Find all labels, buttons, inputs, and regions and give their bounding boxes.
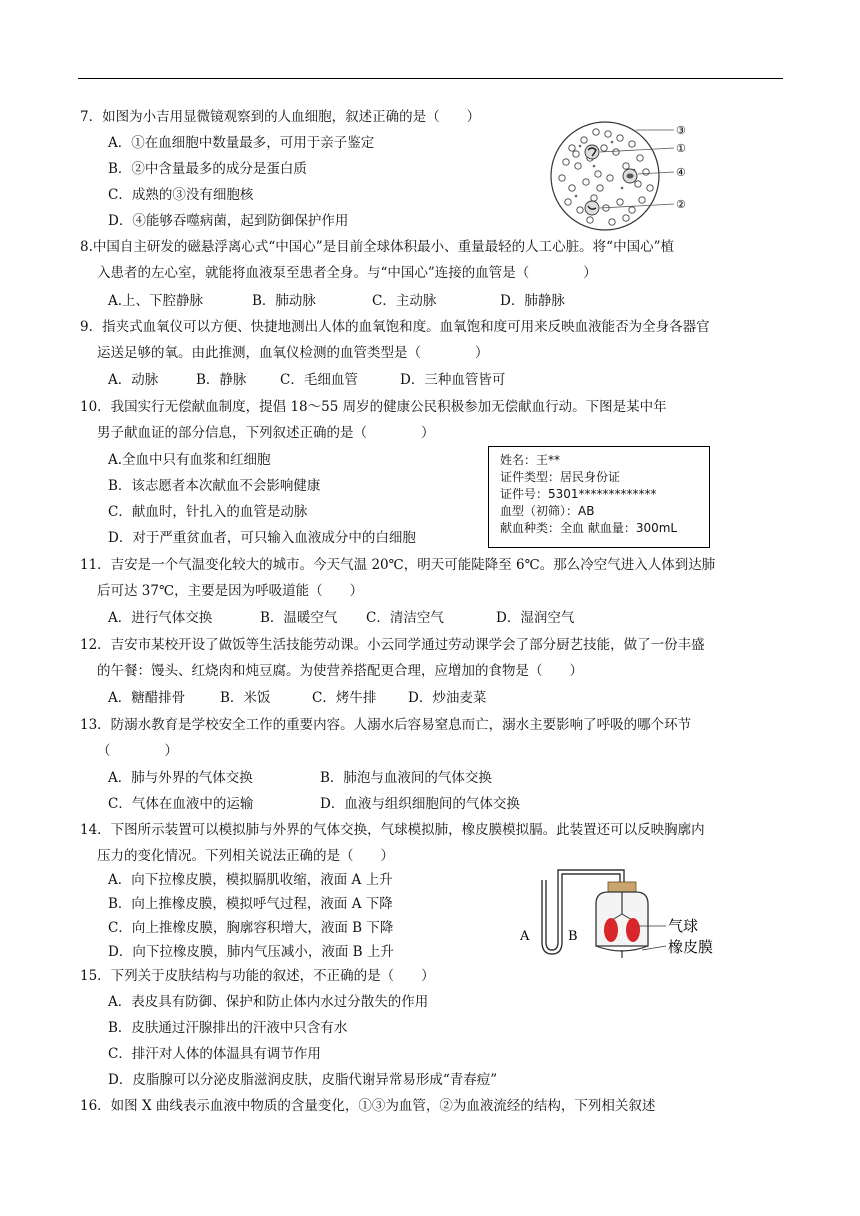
- q16-stem: 16．如图 X 曲线表示血液中物质的含量变化，①③为血管，②为血液流经的结构，下列相关叙述: [80, 1098, 656, 1114]
- q14-stem-line2: 压力的变化情况。下列相关说法正确的是（ ）: [97, 848, 394, 864]
- q11-stem-line2: 后可达 37℃，主要是因为呼吸道能（ ）: [97, 583, 364, 599]
- q12-stem-line1: 12．吉安市某校开设了做饭等生活技能劳动课。小云同学通过劳动课学会了部分厨艺技能，做了一份丰盛: [80, 637, 705, 653]
- q12-option-c: C．烤牛排: [312, 690, 377, 706]
- q14-option-d: D．向下拉橡皮膜，肺内气压减小，液面 B 上升: [108, 944, 394, 960]
- q11-option-a: A．进行气体交换: [108, 610, 213, 626]
- q15-option-d: D．皮脂腺可以分泌皮脂滋润皮肤，皮脂代谢异常易形成“青春痘”: [108, 1072, 498, 1088]
- q7-option-c: C．成熟的③没有细胞核: [108, 187, 254, 203]
- q8-option-c: C．主动脉: [372, 293, 437, 309]
- q14-option-b: B．向上推橡皮膜，模拟呼气过程，液面 A 下降: [108, 896, 393, 912]
- q7-option-b: B．②中含量最多的成分是蛋白质: [108, 161, 307, 177]
- q13-options-row2: [108, 795, 520, 813]
- q14-stem-line1: 14．下图所示装置可以模拟肺与外界的气体交换，气球模拟肺，橡皮膜模拟膈。此装置还可以反映胸廓内: [80, 822, 705, 838]
- q12-stem-line2: 的午餐：馒头、红烧肉和炖豆腐。为使营养搭配更合理，应增加的食物是（ ）: [97, 663, 583, 679]
- card-name: 姓名：王**: [500, 453, 561, 467]
- q8-option-b: B．肺动脉: [252, 293, 316, 309]
- q13-stem-line1: 13．防溺水教育是学校安全工作的重要内容。人溺水后容易窒息而亡，溺水主要影响了呼吸的哪个环节: [80, 717, 692, 733]
- q9-option-c: C．毛细血管: [280, 372, 358, 388]
- q15-option-a: A．表皮具有防御、保护和防止体内水过分散失的作用: [108, 994, 429, 1010]
- figure-label-4: ④: [676, 166, 686, 179]
- q13-options-row1: [108, 769, 492, 787]
- card-id-number: 证件号：5301*************: [500, 487, 657, 501]
- q13-option-a: A．肺与外界的气体交换: [108, 770, 253, 786]
- card-id-type: 证件类型：居民身份证: [500, 470, 621, 484]
- q15-option-c: C．排汗对人体的体温具有调节作用: [108, 1046, 321, 1062]
- q8-stem-line2: 入患者的左心室，就能将血液泵至患者全身。与“中国心”连接的血管是（ ）: [97, 265, 597, 281]
- q15-option-b: B．皮肤通过汗腺排出的汗液中只含有水: [108, 1020, 348, 1036]
- q10-stem-line1: 10．我国实行无偿献血制度，提倡 18～55 周岁的健康公民积极参加无偿献血行动。下图是某中年: [80, 399, 667, 415]
- q13-option-c: C．气体在血液中的运输: [108, 796, 254, 812]
- figure-label-3: ③: [676, 124, 686, 137]
- blood-cell-micrograph: [550, 118, 700, 238]
- figure-label-1: ①: [676, 142, 686, 155]
- blood-donation-card: [488, 446, 710, 548]
- q13-option-d: D．血液与组织细胞间的气体交换: [320, 796, 520, 812]
- q11-option-c: C．清洁空气: [366, 610, 444, 626]
- q8-option-a: A.上、下腔静脉: [108, 293, 204, 309]
- q12-option-b: B．米饭: [220, 690, 271, 706]
- q10-option-c: C．献血时，针扎入的血管是动脉: [108, 504, 308, 520]
- q12-options: [108, 689, 486, 707]
- q9-option-d: D．三种血管皆可: [400, 372, 506, 388]
- q7-option-d: D．④能够吞噬病菌，起到防御保护作用: [108, 213, 349, 229]
- header-rule: [78, 78, 783, 79]
- q15-stem: 15．下列关于皮肤结构与功能的叙述，不正确的是（ ）: [80, 968, 435, 984]
- figure-label-2: ②: [676, 198, 686, 211]
- q9-stem-line2: 运送足够的氧。由此推测，血氧仪检测的血管类型是（ ）: [97, 345, 489, 361]
- q13-stem-line2: （ ）: [97, 743, 178, 759]
- q8-stem-line1: 8.中国自主研发的磁悬浮离心式“中国心”是目前全球体积最小、重量最轻的人工心脏。将“中国心”植: [80, 239, 674, 255]
- q11-option-d: D．湿润空气: [496, 610, 575, 626]
- q7-stem: 7．如图为小吉用显微镜观察到的人血细胞，叙述正确的是（ ）: [80, 109, 481, 125]
- card-blood-type: 血型（初筛）：AB: [500, 504, 595, 518]
- q10-stem-line2: 男子献血证的部分信息，下列叙述正确的是（ ）: [97, 425, 435, 441]
- q8-options: [108, 292, 565, 310]
- fig-label-a: A: [520, 929, 530, 944]
- q11-options: [108, 609, 574, 627]
- q11-option-b: B．温暖空气: [260, 610, 338, 626]
- card-donation-type: 献血种类：全血 献血量：300mL: [500, 521, 678, 535]
- lung-model-apparatus: [512, 860, 732, 960]
- q10-option-b: B．该志愿者本次献血不会影响健康: [108, 478, 321, 494]
- q10-option-a: A.全血中只有血浆和红细胞: [108, 452, 271, 468]
- q13-option-b: B．肺泡与血液间的气体交换: [320, 770, 492, 786]
- q14-option-c: C．向上推橡皮膜，胸廓容积增大，液面 B 下降: [108, 920, 394, 936]
- q9-option-b: B．静脉: [196, 372, 247, 388]
- q7-option-a: A．①在血细胞中数量最多，可用于亲子鉴定: [108, 135, 375, 151]
- q9-option-a: A．动脉: [108, 372, 159, 388]
- q10-option-d: D．对于严重贫血者，可只输入血液成分中的白细胞: [108, 530, 416, 546]
- q8-option-d: D．肺静脉: [500, 293, 565, 309]
- q12-option-a: A．糖醋排骨: [108, 690, 186, 706]
- q9-options: [108, 371, 505, 389]
- fig-label-membrane: 橡皮膜: [668, 938, 714, 956]
- q14-option-a: A．向下拉橡皮膜，模拟膈肌收缩，液面 A 上升: [108, 872, 393, 888]
- fig-label-b: B: [568, 929, 578, 944]
- q9-stem-line1: 9．指夹式血氧仪可以方便、快捷地测出人体的血氧饱和度。血氧饱和度可用来反映血液能否为全身各器官: [80, 319, 710, 335]
- q12-option-d: D．炒油麦菜: [408, 690, 487, 706]
- fig-label-balloon: 气球: [668, 917, 699, 935]
- q11-stem-line1: 11．吉安是一个气温变化较大的城市。今天气温 20℃，明天可能陡降至 6℃。那么冷空气进入人体到达肺: [80, 557, 716, 573]
